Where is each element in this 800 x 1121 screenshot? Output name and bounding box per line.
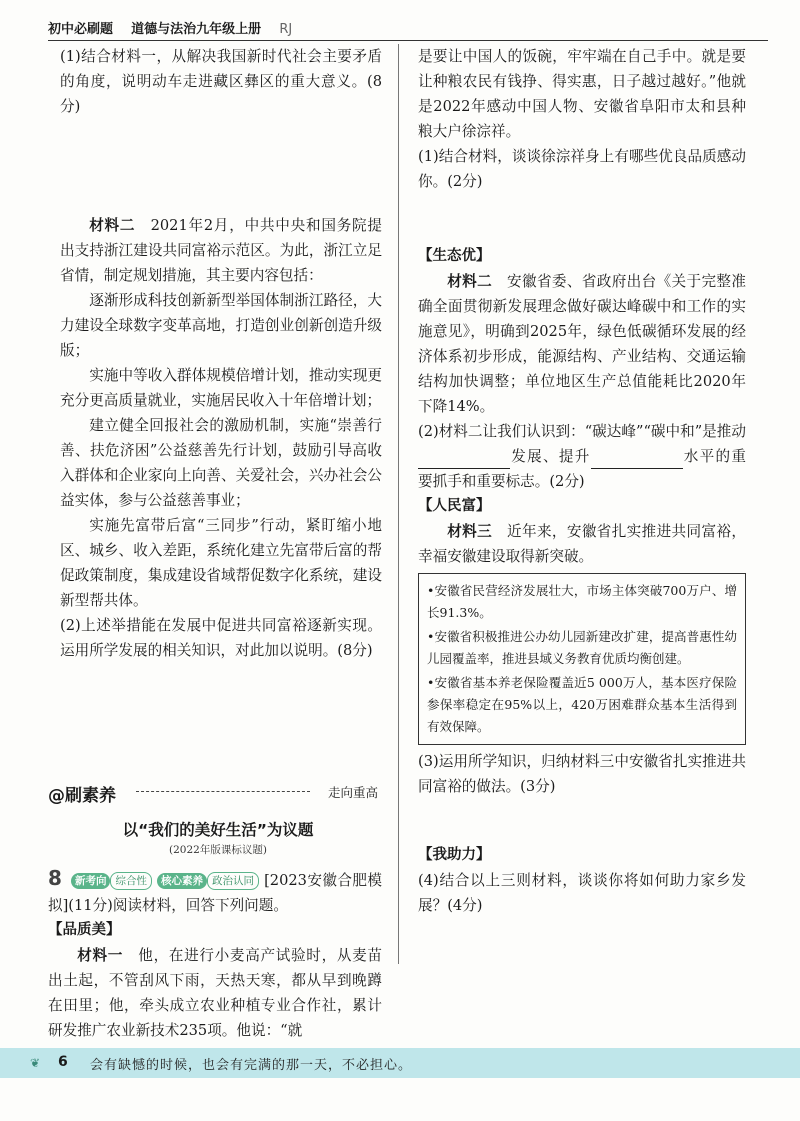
section-heading: 【人民富】 <box>418 498 491 514</box>
question-text: 发展、提升 <box>510 448 591 465</box>
material-text: 近年来，安徽省扎实推进共同富裕，幸福安徽建设取得新突破。 <box>418 523 746 565</box>
banner-logo: @刷素养 <box>48 786 116 806</box>
tag-new: 新考向 <box>71 873 111 889</box>
question-3: (3)运用所学知识，归纳材料三中安徽省扎实推进共同富裕的做法。(3分) <box>418 753 746 795</box>
right-column <box>418 44 746 918</box>
leaf-icon: ❦ <box>30 1056 41 1070</box>
tag-core: 核心素养 <box>157 873 207 889</box>
material-paragraph: 逐渐形成科技创新新型举国体制浙江路径，大力建设全球数字变革高地，打造创业创新创造升级版； <box>60 292 382 359</box>
question-1-right: (1)结合材料，谈谈徐淙祥身上有哪些优良品质感动你。(2分) <box>418 148 746 190</box>
question-text: (2)材料二让我们认识到：“碳达峰”“碳中和”是推动 <box>418 423 746 440</box>
answer-blank[interactable] <box>591 452 683 469</box>
material-label: 材料三 <box>447 523 493 540</box>
question-8 <box>48 866 382 1043</box>
topic-subtitle: (2022年版课标议题) <box>169 844 267 856</box>
question-8-header <box>48 866 382 918</box>
material-3 <box>418 519 746 569</box>
banner-dashes <box>136 791 310 792</box>
book-title: 道德与法治九年级上册 <box>131 22 262 37</box>
box-item: •安徽省积极推进公办幼儿园新建改扩建，提高普惠性幼儿园覆盖率，推进县域义务教育优质均衡创建。 <box>427 629 737 666</box>
material-paragraph: 建立健全回报社会的激励机制，实施“崇善行善、扶危济困”公益慈善先行计划，鼓励引导高收入群体和企业家向上向善、关爱社会，兴办社会公益实体，参与公益慈善事业； <box>60 417 382 509</box>
page-number: 6 <box>58 1054 68 1070</box>
material-text: 安徽省委、省政府出台《关于完整准确全面贯彻新发展理念做好碳达峰碳中和工作的实施意见》，明确到2025年，绿色低碳循环发展的经济体系初步形成，能源结构、产业结构、交通运输结构加快调整；单位地区生产总值能耗比2020年下降14%。 <box>418 273 746 415</box>
tag-type: 综合性 <box>110 872 152 890</box>
question-text: 水平的重要抓手和重要标志。(2分) <box>418 448 746 490</box>
banner-tail: 走向重高 <box>327 785 378 800</box>
material-label: 材料二 <box>447 273 493 290</box>
material-label: 材料一 <box>77 947 124 964</box>
material-text: 2021年2月，中共中央和国务院提出支持浙江建设共同富裕示范区。为此，浙江立足省情，制定规划措施，其主要内容包括： <box>60 217 382 284</box>
material-2-left-intro <box>60 213 382 288</box>
material-paragraph: 实施先富带后富“三同步”行动，紧盯缩小地区、城乡、收入差距，系统化建立先富带后富的帮促政策制度，集成建设省域帮促数字化系统，建设新型帮共体。 <box>60 517 382 609</box>
question-1-left: (1)结合材料一，从解决我国新时代社会主要矛盾的角度，说明动车走进藏区彝区的重大意义。(8分) <box>60 48 382 115</box>
material-paragraph: 实施中等收入群体规模倍增计划，推动实现更充分更高质量就业，实施居民收入十年倍增计划； <box>60 367 382 409</box>
section-heading: 【品质美】 <box>48 922 121 938</box>
question-number: 8 <box>48 866 62 890</box>
material-1-continued: 是要让中国人的饭碗，牢牢端在自己手中。就是要让种粮农民有钱挣、得实惠，日子越过越好。”他就是2022年感动中国人物、安徽省阜阳市太和县种粮大户徐淙祥。 <box>418 48 746 140</box>
section-heading: 【生态优】 <box>418 248 491 264</box>
answer-blank[interactable] <box>418 452 510 469</box>
material-2-right <box>418 269 746 419</box>
material-text: 他，在进行小麦高产试验时，从麦苗出土起，不管刮风下雨，天热天寒，都从早到晚蹲在田里；他，牵头成立农业种植专业合作社，累计研发推广农业新技术235项。他说：“就 <box>48 947 382 1039</box>
section-banner <box>48 781 378 806</box>
question-2-right <box>418 419 746 494</box>
page-header <box>48 18 768 41</box>
question-2-left: (2)上述举措能在发展中促进共同富裕逐新实现。运用所学发展的相关知识，对此加以说明。(8分) <box>60 617 382 659</box>
topic-title: 以“我们的美好生活”为议题 <box>122 821 314 839</box>
box-item: •安徽省基本养老保险覆盖近5 000万人，基本医疗保险参保率稳定在95%以上，420万困难群众基本生活得到有效保障。 <box>427 675 737 734</box>
question-4: (4)结合以上三则材料，谈谈你将如何助力家乡发展？(4分) <box>418 872 746 914</box>
material-label: 材料二 <box>89 217 136 234</box>
series-name: 初中必刷题 <box>48 22 114 37</box>
footer-motto: 会有缺憾的时候，也会有完满的那一天，不必担心。 <box>90 1058 413 1073</box>
edition-label: RJ <box>279 22 293 37</box>
tag-literacy: 政治认同 <box>207 872 259 890</box>
section-heading: 【我助力】 <box>418 847 491 863</box>
left-column <box>60 44 382 663</box>
question-source: [2023安徽合肥模拟](11分)阅读材料，回答下列问题。 <box>48 872 383 914</box>
material-3-box <box>418 573 746 745</box>
material-1 <box>48 943 382 1043</box>
page-footer <box>0 1048 800 1078</box>
column-divider <box>398 44 399 964</box>
box-item: •安徽省民营经济发展壮大，市场主体突破700万户、增长91.3%。 <box>427 583 737 620</box>
